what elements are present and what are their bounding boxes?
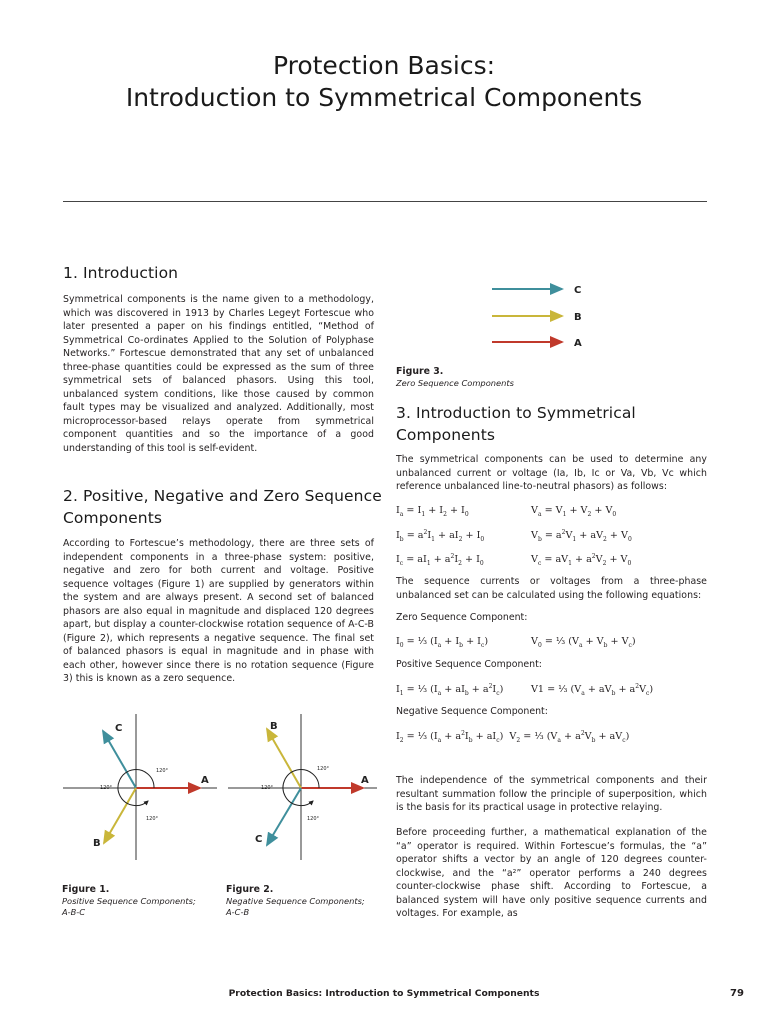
figure-2-label-c: C — [255, 834, 263, 845]
equation-i1: $I_1$ = ⅓ $(I_a + aI_b + a^2I_c)$ — [396, 683, 504, 698]
page-title — [0, 50, 768, 114]
section-2-heading-line-1: 2. Positive, Negative and Zero Sequence — [63, 487, 382, 505]
figure-2-caption — [226, 884, 365, 918]
equation-v1: V1 = ⅓ $(V_a + aV_b + a^2V_c)$ — [531, 683, 654, 698]
figure-1-caption-title: Figure 1. — [62, 884, 110, 895]
figure-3-caption-title: Figure 3. — [396, 366, 444, 377]
footer-title: Protection Basics: Introduction to Symmetrical Components — [228, 988, 540, 999]
figure-1-caption-line-1: Positive Sequence Components; — [62, 896, 196, 906]
section-3-heading-line-2: Components — [396, 426, 496, 444]
equation-i0: $I_0$ = ⅓ $(I_a + I_b + I_c)$ — [396, 636, 489, 649]
title-line-1: Protection Basics: — [272, 51, 496, 80]
figure-2-phasor-c — [267, 788, 301, 845]
figure-2-caption-line-2: A-C-B — [226, 907, 250, 917]
section-3-paragraph-2: The sequence currents or voltages from a three-phase unbalanced set can be calculated using the following equations: — [396, 576, 707, 601]
figure-2-angle-1: 120° — [317, 766, 330, 772]
figure-2-angle-2: 120° — [261, 785, 274, 791]
figure-2-caption-line-1: Negative Sequence Components; — [226, 896, 365, 906]
section-1-paragraph: Symmetrical components is the name given to a methodology, which was discovered in 1913 by Charles Legeyt Fortescue who later presented a paper on his findings entitled, “Method of Symmetrical Co-ordinates Applied to the Solution of Polyphase Networks.” Fortescue demonstrated that any set of unbalanced three-phase quantities could be expressed as the sum of three symmetrical sets of balanced phasors. Using this tool, unbalanced system conditions, like those caused by common fault types may be visualized and analyzed. Additionally, most microprocessor-based relays operate from symmetrical component quantities and so the importance of a good understanding of this tool is self-evident. — [63, 294, 374, 454]
equation-vb: $V_b = a^2V_1 + aV_2 + V_0$ — [531, 529, 632, 544]
figure-2-phasor-diagram — [225, 712, 380, 862]
positive-sequence-label: Positive Sequence Component: — [396, 659, 542, 670]
equation-vc: $V_c = aV_1 + a^2V_2 + V_0$ — [531, 553, 632, 568]
section-2-heading-line-2: Components — [63, 509, 163, 527]
figure-1-angle-3: 120° — [146, 816, 159, 822]
figure-3-label-c: C — [574, 285, 582, 296]
figure-1-phasor-diagram — [60, 712, 220, 862]
figure-2-label-b: B — [270, 721, 278, 732]
title-divider — [63, 201, 707, 202]
section-1-heading: 1. Introduction — [63, 264, 179, 282]
equation-v0: $V_0$ = ⅓ $(V_a + V_b + V_c)$ — [531, 636, 636, 649]
figure-2-phasor-b — [267, 729, 301, 788]
equation-i2-v2: $I_2$ = ⅓ $(I_a + a^2I_b + aI_c) V_2$ = ⅓ $(V_a + a^2V_b + aV_c)$ — [396, 730, 630, 745]
negative-sequence-label: Negative Sequence Component: — [396, 706, 548, 717]
figure-3-phasor-diagram — [488, 280, 598, 350]
zero-sequence-label: Zero Sequence Component: — [396, 612, 528, 623]
figure-1-caption-line-2: A-B-C — [62, 907, 86, 917]
section-3-heading — [396, 402, 636, 446]
equation-va: $V_a = V_1 + V_2 + V_0$ — [531, 505, 617, 518]
section-3-heading-line-1: 3. Introduction to Symmetrical — [396, 404, 636, 422]
section-3-paragraph-1: The symmetrical components can be used to determine any unbalanced current or voltage (Ia, Ib, Ic or Va, Vb, Vc which reference unbalanced line-to-neutral phasors) as follows: — [396, 454, 707, 492]
figure-3-caption — [396, 366, 514, 389]
figure-1-label-b: B — [93, 838, 101, 849]
figure-2-caption-title: Figure 2. — [226, 884, 274, 895]
equation-ia: $I_a = I_1 + I_2 + I_0$ — [396, 505, 469, 518]
equation-ib: $I_b = a^2I_1 + aI_2 + I_0$ — [396, 529, 485, 544]
figure-1-angle-2: 120° — [100, 785, 113, 791]
figure-3-caption-line-1: Zero Sequence Components — [396, 378, 514, 388]
figure-2-label-a: A — [361, 775, 369, 786]
equation-ic: $I_c = aI_1 + a^2I_2 + I_0$ — [396, 553, 484, 568]
section-2-heading — [63, 485, 382, 529]
section-2-paragraph: According to Fortescue’s methodology, there are three sets of independent components in a three-phase system: positive, negative and zero for both current and voltage. Positive sequence voltages (Figure 1) are supplied by generators within the system and are always present. A second set of balanced phasors are also equal in magnitude and displaced 120 degrees apart, but display a counter-clockwise rotation sequence of A-C-B (Figure 2), which represents a negative sequence. The final set of balanced phasors is equal in magnitude and in phase with each other, however since there is no rotation sequence (Figure 3) this is known as a zero sequence. — [63, 538, 374, 684]
figure-1-angle-1: 120° — [156, 768, 169, 774]
figure-3-label-a: A — [574, 338, 582, 349]
figure-1-caption — [62, 884, 196, 918]
page-number: 79 — [730, 988, 744, 999]
figure-2-angle-3: 120° — [307, 816, 320, 822]
figure-3-label-b: B — [574, 312, 582, 323]
figure-1-label-a: A — [201, 775, 209, 786]
section-3-paragraph-3: The independence of the symmetrical components and their resultant summation follow the principle of superposition, which is the basis for its practical usage in protective relaying. — [396, 775, 707, 813]
figure-1-label-c: C — [115, 723, 123, 734]
section-3-paragraph-4: Before proceeding further, a mathematical explanation of the “a” operator is required. Within Fortescue’s formulas, the “a” operator shifts a vector by an angle of 120 degrees counter-clockwise, and the “a²” operator performs a 240 degrees counter-clockwise phase shift. According to Fortescue, a balanced system will have only positive sequence currents and voltages. For example, as — [396, 827, 707, 919]
title-line-2: Introduction to Symmetrical Components — [125, 83, 643, 112]
